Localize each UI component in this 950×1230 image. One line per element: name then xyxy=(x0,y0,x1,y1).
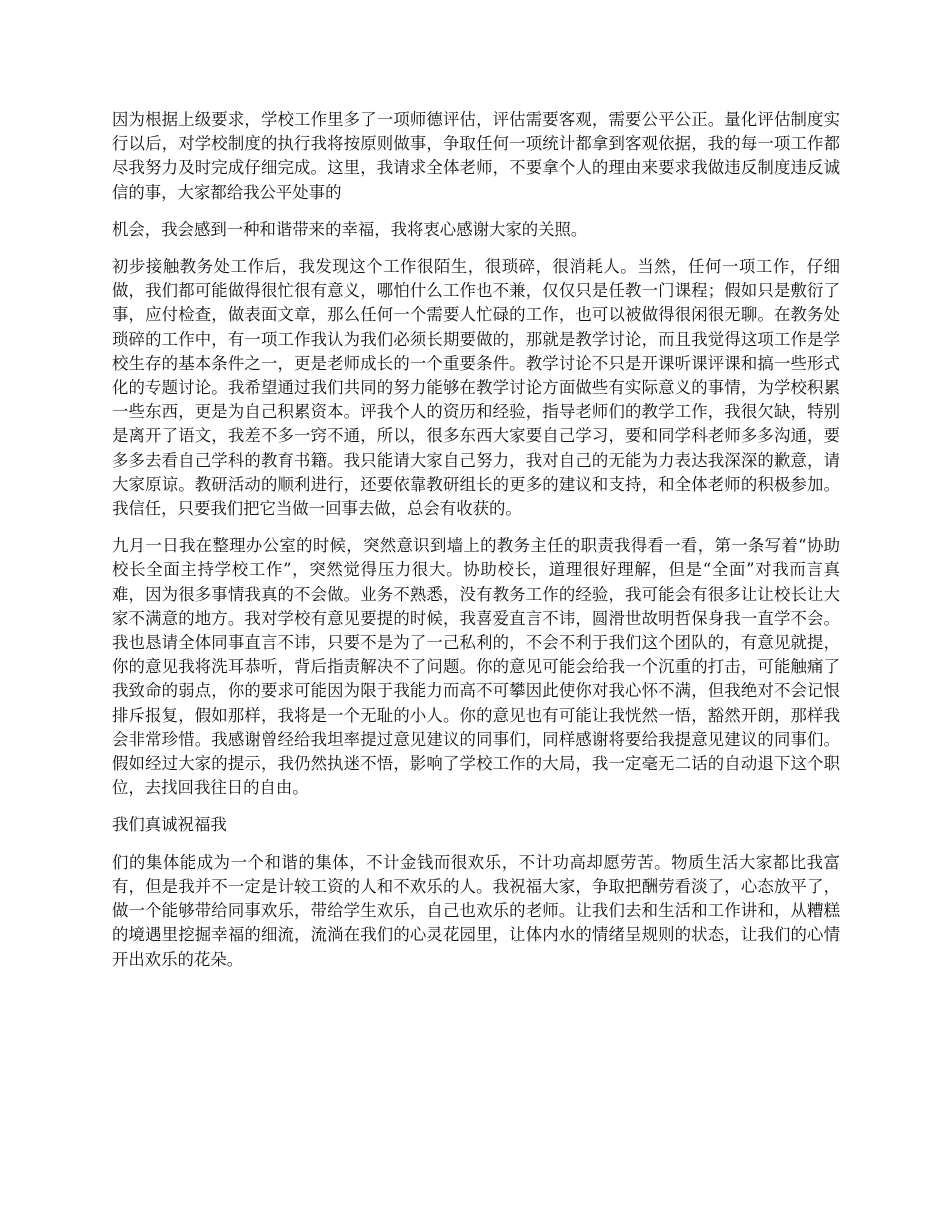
paragraph-5: 我们真诚祝福我 xyxy=(112,815,227,835)
document-body xyxy=(112,108,840,985)
paragraph-4: 九月一日我在整理办公室的时候，突然意识到墙上的教务主任的职责我得看一看，第一条写着“协助校长全面主持学校工作”，突然觉得压力很大。协助校长，道理很好理解，但是“全面”对我而言真难，因为很多事情我真的不会做。业务不熟悉，没有教务工作的经验，我可能会有很多让让校长让大家不满意的地方。我对学校有意见要提的时候，我喜爱直言不讳，圆滑世故明哲保身我一直学不会。我也恳请全体同事直言不讳，只要不是为了一己私利的，不会不利于我们这个团队的，有意见就提，你的意见我将洗耳恭听，背后指责解决不了问题。你的意见可能会给我一个沉重的打击，可能触痛了我致命的弱点，你的要求可能因为限于我能力而高不可攀因此使你对我心怀不满，但我绝对不会记恨排斥报复，假如那样，我将是一个无耻的小人。你的意见也有可能让我恍然一悟，豁然开朗，那样我会非常珍惜。我感谢曾经给我坦率提过意见建议的同事们，同样感谢将要给我提意见建议的同事们。假如经过大家的提示，我仍然执迷不悟，影响了学校工作的大局，我一定毫无二话的自动退下这个职位，去找回我往日的自由。 xyxy=(112,536,840,798)
paragraph-6: 们的集体能成为一个和谐的集体，不计金钱而很欢乐，不计功高却愿劳苦。物质生活大家都比我富有，但是我并不一定是计较工资的人和不欢乐的人。我祝福大家，争取把酬劳看淡了，心态放平了，做一个能够带给同事欢乐，带给学生欢乐，自己也欢乐的老师。让我们去和生活和工作讲和，从糟糕的境遇里挖掘幸福的细流，流淌在我们的心灵花园里，让体内水的情绪呈规则的状态，让我们的心情开出欢乐的花朵。 xyxy=(112,852,840,969)
paragraph-1: 因为根据上级要求，学校工作里多了一项师德评估，评估需要客观，需要公平公正。量化评估制度实行以后，对学校制度的执行我将按原则做事，争取任何一项统计都拿到客观依据，我的每一项工作都尽我努力及时完成仔细完成。这里，我请求全体老师，不要拿个人的理由来要求我做违反制度违反诚信的事，大家都给我公平处事的 xyxy=(112,110,840,202)
paragraph-2: 机会，我会感到一种和谐带来的幸福，我将衷心感谢大家的关照。 xyxy=(112,219,588,239)
paragraph-3: 初步接触教务处工作后，我发现这个工作很陌生，很琐碎，很消耗人。当然，任何一项工作，仔细做，我们都可能做得很忙很有意义，哪怕什么工作也不兼，仅仅只是任教一门课程；假如只是敷衍了事，应付检查，做表面文章，那么任何一个需要人忙碌的工作，也可以被做得很闲很无聊。在教务处琐碎的工作中，有一项工作我认为我们必须长期要做的，那就是教学讨论，而且我觉得这项工作是学校生存的基本条件之一，更是老师成长的一个重要条件。教学讨论不只是开课听课评课和搞一些形式化的专题讨论。我希望通过我们共同的努力能够在教学讨论方面做些有实际意义的事情，为学校积累一些东西，更是为自己积累资本。评我个人的资历和经验，指导老师们的教学工作，我很欠缺，特别是离开了语文，我差不多一窍不通，所以，很多东西大家要自己学习，要和同学科老师多多沟通，要多多去看自己学科的教育书籍。我只能请大家自己努力，我对自己的无能为力表达我深深的歉意，请大家原谅。教研活动的顺利进行，还要依靠教研组长的更多的建议和支持，和全体老师的积极参加。我信任，只要我们把它当做一回事去做，总会有收获的。 xyxy=(112,257,840,519)
